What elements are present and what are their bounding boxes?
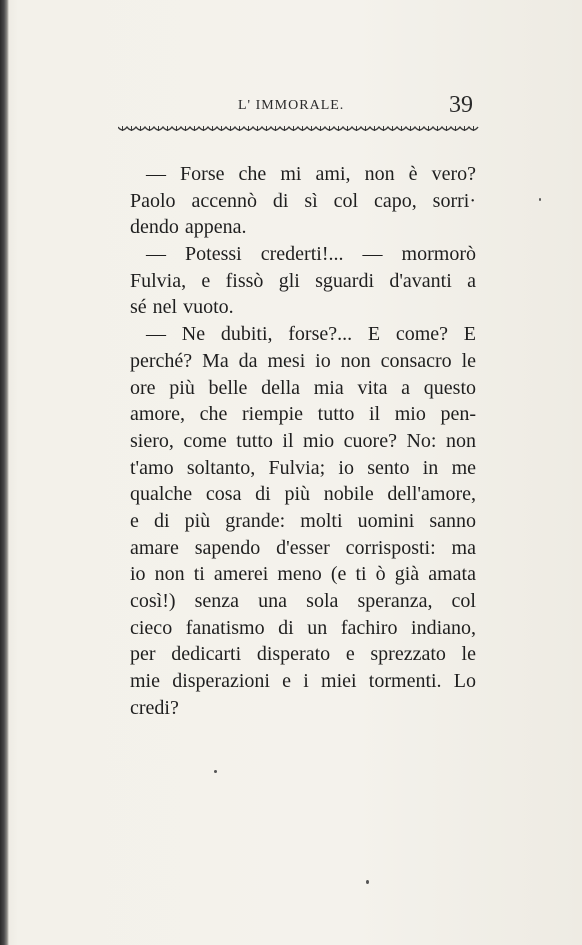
- text-line: — Ne dubiti, forse?... E come? E: [146, 323, 476, 346]
- running-title: L' IMMORALE.: [238, 98, 345, 113]
- paper-speck: [366, 880, 369, 884]
- page-binding-edge: [0, 0, 9, 945]
- text-line: Paolo accennò di sì col capo, sorri·: [130, 189, 476, 212]
- text-line: cieco fanatismo di un fachiro indiano,: [130, 616, 476, 639]
- text-line: per dedicarti disperato e sprezzato le: [130, 643, 476, 666]
- text-line: sé nel vuoto.: [130, 296, 234, 319]
- text-line: e di più grande: molti uomini sanno: [130, 509, 476, 532]
- text-line: siero, come tutto il mio cuore? No: non: [130, 429, 476, 452]
- paper-speck: [539, 198, 541, 201]
- text-line: qualche cosa di più nobile dell'amore,: [130, 483, 476, 506]
- text-line: Fulvia, e fissò gli sguardi d'avanti a: [130, 269, 476, 292]
- text-line: perché? Ma da mesi io non consacro le: [130, 349, 476, 372]
- text-line: — Potessi crederti!... — mormorò: [146, 243, 476, 266]
- text-line: — Forse che mi ami, non è vero?: [146, 163, 476, 185]
- text-line: ore più belle della mia vita a questo: [130, 376, 476, 399]
- text-line: amore, che riempie tutto il mio pen-: [130, 403, 476, 426]
- text-line: mie disperazioni e i miei tormenti. Lo: [130, 670, 476, 693]
- body-text: [130, 161, 476, 721]
- text-line: t'amo soltanto, Fulvia; io sento in me: [130, 456, 476, 479]
- running-head: [0, 92, 582, 122]
- decorative-rule: [118, 124, 482, 134]
- text-line: credi?: [130, 696, 179, 719]
- text-line: dendo appena.: [130, 216, 247, 239]
- text-line: così!) senza una sola speranza, col: [130, 590, 476, 612]
- text-line: io non ti amerei meno (e ti ò già amata: [130, 563, 476, 586]
- page-number: 39: [449, 92, 473, 118]
- paper-speck: [214, 770, 217, 773]
- text-line: amare sapendo d'esser corrisposti: ma: [130, 536, 476, 559]
